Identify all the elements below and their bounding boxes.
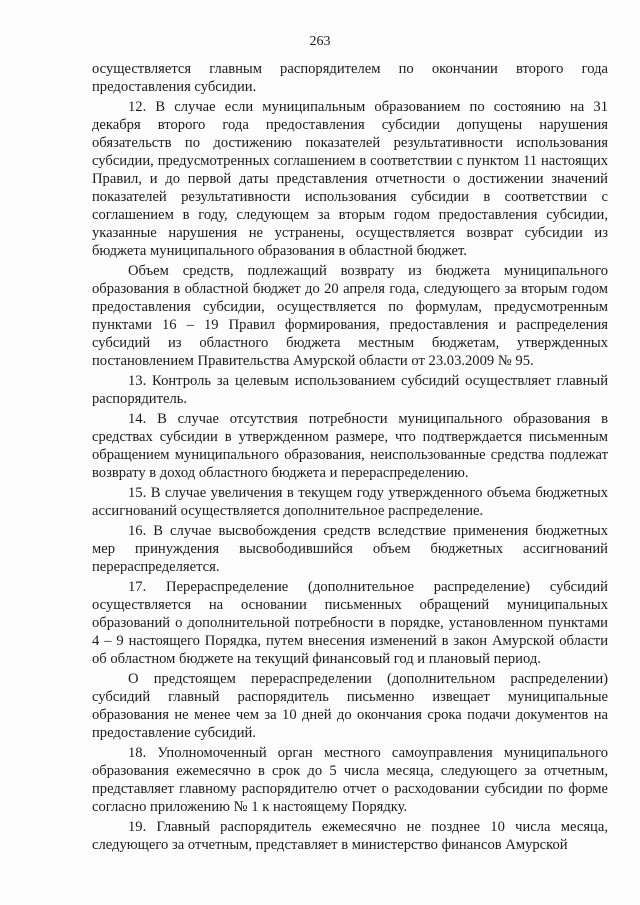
paragraph-item-14: 14. В случае отсутствия потребности муниципального образования в средствах субсидии в утвержденном размере, что подтверждается письменным обращением муниципального образования, неиспользованные средства подлежат возврату в доход областного бюджета и перераспределению. (92, 411, 608, 481)
paragraph-refund-volume: Объем средств, подлежащий возврату из бюджета муниципального образования в областной бюджет до 20 апреля года, следующего за вторым годом предоставления субсидии, осуществляется по формулам, предусмотренным пунктами 16 – 19 Правил формирования, предоставления и распределения субсидий из областного бюджета местным бюджетам, утвержденных постановлением Правительства Амурской области от 23.03.2009 № 95. (92, 263, 608, 369)
page-number: 263 (309, 34, 331, 49)
document-body (92, 60, 608, 856)
paragraph-item-12: 12. В случае если муниципальным образованием по состоянию на 31 декабря второго года предоставления субсидии допущены нарушения обязательств по достижению показателей результативности использования субсидии, предусмотренных соглашением в соответствии с пунктом 11 настоящих Правил, и до первой даты представления отчетности о достижении значений показателей результативности использования субсидии в соответствии с соглашением в году, следующем за вторым годом предоставления субсидии, указанные нарушения не устранены, осуществляется возврат субсидии из бюджета муниципального образования в областной бюджет. (92, 99, 608, 259)
paragraph-item-13: 13. Контроль за целевым использованием субсидий осуществляет главный распорядитель. (92, 373, 608, 407)
paragraph-item-16: 16. В случае высвобождения средств вследствие применения бюджетных мер принуждения высвободившийся объем бюджетных ассигнований перераспределяется. (92, 523, 608, 575)
paragraph-item-19: 19. Главный распорядитель ежемесячно не позднее 10 числа месяца, следующего за отчетным, представляет в министерство финансов Амурской (92, 819, 608, 853)
paragraph-redistribution-notice: О предстоящем перераспределении (дополнительном распределении) субсидий главный распорядитель письменно извещает муниципальные образования не менее чем за 10 дней до окончания срока подачи документов на предоставление субсидий. (92, 671, 608, 741)
paragraph-item-15: 15. В случае увеличения в текущем году утвержденного объема бюджетных ассигнований осуществляется дополнительное распределение. (92, 485, 608, 519)
paragraph-continuation: осуществляется главным распорядителем по окончании второго года предоставления субсидии. (92, 61, 608, 95)
paragraph-item-18: 18. Уполномоченный орган местного самоуправления муниципального образования ежемесячно в срок до 5 числа месяца, следующего за отчетным, представляет главному распорядителю отчет о расходовании субсидии по форме согласно приложению № 1 к настоящему Порядку. (92, 745, 608, 815)
paragraph-item-17: 17. Перераспределение (дополнительное распределение) субсидий осуществляется на основании письменных обращений муниципальных образований о дополнительной потребности в порядке, установленном пунктами 4 – 9 настоящего Порядка, путем внесения изменений в закон Амурской области об областном бюджете на текущий финансовый год и плановый период. (92, 579, 608, 667)
